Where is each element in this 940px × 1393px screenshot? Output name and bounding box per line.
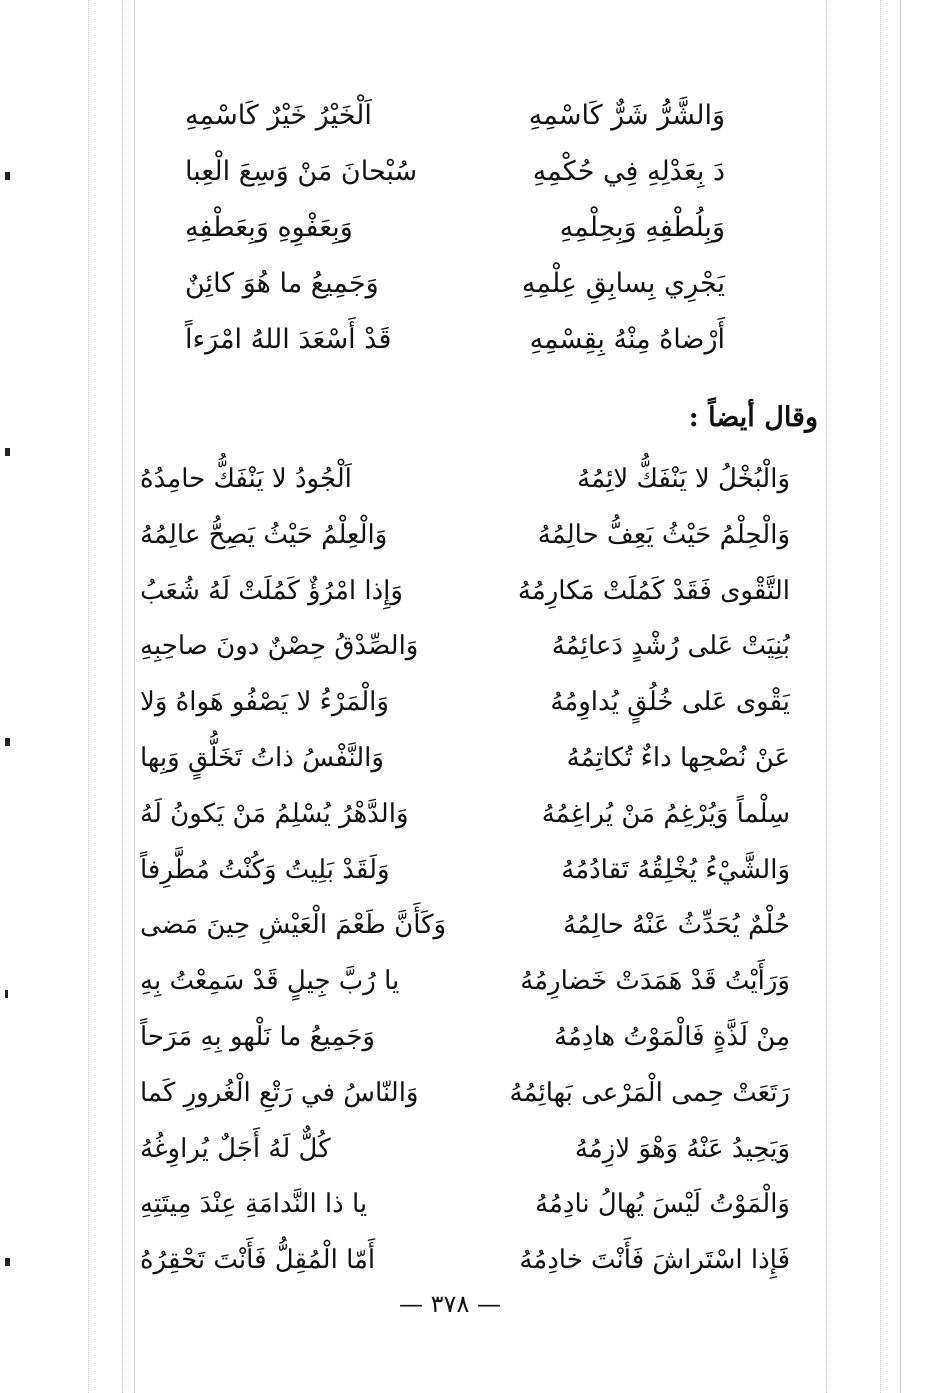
margin-guide-line	[900, 0, 901, 1393]
poem-1	[185, 88, 725, 368]
verse-second-hemistich: دَ بِعَدْلِهِ فِي حُكْمِهِ	[532, 156, 725, 187]
margin-guide-line	[122, 0, 123, 1393]
verse-first-hemistich: وَبِعَفْوِهِ وَبِعَطْفِهِ	[185, 212, 353, 243]
verse-first-hemistich: وَجَمِيعُ ما نَلْهو بِهِ مَرَحاً	[140, 1021, 375, 1052]
verse	[140, 1010, 790, 1066]
verse-first-hemistich: وَالنّاسُ في رَتْعِ الْغُرورِ كَما	[140, 1077, 419, 1108]
verse-first-hemistich: أَمّا الْمُقِلُّ فَأَنْتَ تَحْقِرُهُ	[140, 1245, 376, 1276]
verse-second-hemistich: وَالْمَوْتُ لَيْسَ يُهالُ نادِمُهُ	[535, 1189, 790, 1220]
poem-2	[140, 452, 790, 1289]
verse	[185, 200, 725, 256]
verse	[140, 1122, 790, 1178]
verse-second-hemistich: وَالشَّيْءُ يُخْلِقُهُ تَقادُمُهُ	[561, 854, 790, 885]
verse	[140, 675, 790, 731]
verse-second-hemistich: حُلْمٌ يُحَدِّثُ عَنْهُ حالِمُهُ	[562, 910, 790, 941]
scan-margin-mark	[5, 172, 10, 180]
margin-guide-line	[826, 0, 827, 1393]
verse-second-hemistich: وَالْحِلْمُ حَيْثُ يَعِفُّ حالِمُهُ	[537, 519, 790, 550]
verse	[140, 898, 790, 954]
verse-second-hemistich: وَالْبُخْلُ لا يَنْفَكُّ لائِمُهُ	[577, 464, 790, 494]
verse	[140, 508, 790, 564]
verse-first-hemistich: وَالْمَرْءُ لا يَصْفُو هَواهُ وَلا	[140, 687, 389, 718]
margin-guide-line	[88, 0, 89, 1393]
verse	[140, 954, 790, 1010]
verse-first-hemistich: يا ذا النَّدامَةِ عِنْدَ مِيتَتِهِ	[140, 1189, 368, 1220]
verse-first-hemistich: وَالنَّفْسُ ذاتُ تَخَلُّقٍ وَبِها	[140, 742, 384, 773]
scan-margin-mark	[5, 990, 8, 998]
verse-second-hemistich: وَيَحِيدُ عَنْهُ وَهْوَ لازِمُهُ	[574, 1133, 790, 1164]
section-heading: وقال أيضاً :	[688, 402, 818, 433]
verse	[140, 731, 790, 787]
verse-second-hemistich: وَبِلُطْفِهِ وَبِحِلْمِهِ	[559, 212, 725, 243]
verse-first-hemistich: اَلْخَيْرُ خَيْرٌ كَاسْمِهِ	[185, 100, 372, 131]
verse-second-hemistich: مِنْ لَذَّةٍ فَالْمَوْتُ هادِمُهُ	[554, 1021, 790, 1052]
verse	[140, 1233, 790, 1289]
margin-guide-line	[880, 0, 881, 1393]
verse-second-hemistich: وَالشَّرُّ شَرٌّ كَاسْمِهِ	[528, 100, 725, 131]
verse	[140, 1177, 790, 1233]
verse	[185, 144, 725, 200]
verse-first-hemistich: يا رُبَّ جِيلٍ قَدْ سَمِعْتُ بِهِ	[140, 966, 400, 997]
verse	[185, 256, 725, 312]
verse	[140, 564, 790, 620]
margin-guide-line	[134, 0, 135, 1393]
verse-first-hemistich: سُبْحانَ مَنْ وَسِعَ الْعِبا	[185, 156, 418, 187]
verse	[185, 312, 725, 368]
verse	[140, 452, 790, 508]
verse-first-hemistich: وَالْعِلْمُ حَيْثُ يَصِحُّ عالِمُهُ	[140, 519, 388, 550]
verse-second-hemistich: التَّقْوى فَقَدْ كَمُلَتْ مَكارِمُهُ	[517, 575, 790, 606]
scan-margin-mark	[5, 738, 10, 746]
verse-first-hemistich: وَكَأَنَّ طَعْمَ الْعَيْشِ حِينَ مَضى	[140, 910, 447, 941]
scan-margin-mark	[5, 448, 10, 456]
verse-first-hemistich: كُلٌّ لَهُ أَجَلٌ يُراوِغُهُ	[140, 1133, 331, 1164]
verse	[185, 88, 725, 144]
verse-second-hemistich: رَتَعَتْ حِمى الْمَرْعى بَهائِمُهُ	[509, 1077, 790, 1108]
verse-second-hemistich: سِلْماً وَيُرْغِمُ مَنْ يُراغِمُهُ	[541, 798, 790, 829]
verse-second-hemistich: فَإِذا اسْتَراشَ فَأَنْتَ خادِمُهُ	[519, 1245, 790, 1276]
verse-first-hemistich: وَالصِّدْقُ حِصْنٌ دونَ صاحِبِهِ	[140, 631, 419, 662]
verse	[140, 1066, 790, 1122]
verse-first-hemistich: وَإِذا امْرُؤٌ كَمُلَتْ لَهُ شُعَبُ	[140, 575, 403, 606]
page-number: — ٣٧٨ —	[399, 1290, 501, 1318]
verse	[140, 843, 790, 899]
verse-first-hemistich: قَدْ أَسْعَدَ اللهُ امْرَءاً	[185, 324, 392, 355]
scan-margin-mark	[5, 1258, 10, 1266]
verse-first-hemistich: وَجَمِيعُ ما هُوَ كائِنٌ	[185, 268, 379, 299]
verse-second-hemistich: بُنِيَتْ عَلى رُشْدٍ دَعائِمُهُ	[551, 631, 790, 662]
verse-first-hemistich: اَلْجُودُ لا يَنْفَكُّ حامِدُهُ	[140, 464, 352, 494]
verse-second-hemistich: وَرَأَيْتُ قَدْ هَمَدَتْ خَضارِمُهُ	[520, 966, 790, 997]
verse	[140, 619, 790, 675]
verse-second-hemistich: عَنْ نُصْحِها داءٌ تُكاتِمُهُ	[566, 742, 790, 773]
verse	[140, 787, 790, 843]
verse-first-hemistich: وَلَقَدْ بَلِيتُ وَكُنْتُ مُطَّرِفاً	[140, 854, 390, 885]
verse-first-hemistich: وَالدَّهْرُ يُسْلِمُ مَنْ يَكونُ لَهُ	[140, 798, 409, 829]
verse-second-hemistich: يَجْرِي بِسابِقِ عِلْمِهِ	[521, 268, 725, 299]
verse-second-hemistich: أَرْضاهُ مِنْهُ بِقِسْمِهِ	[529, 324, 725, 355]
verse-second-hemistich: يَقْوى عَلى خُلُقٍ يُداوِمُهُ	[550, 687, 790, 718]
